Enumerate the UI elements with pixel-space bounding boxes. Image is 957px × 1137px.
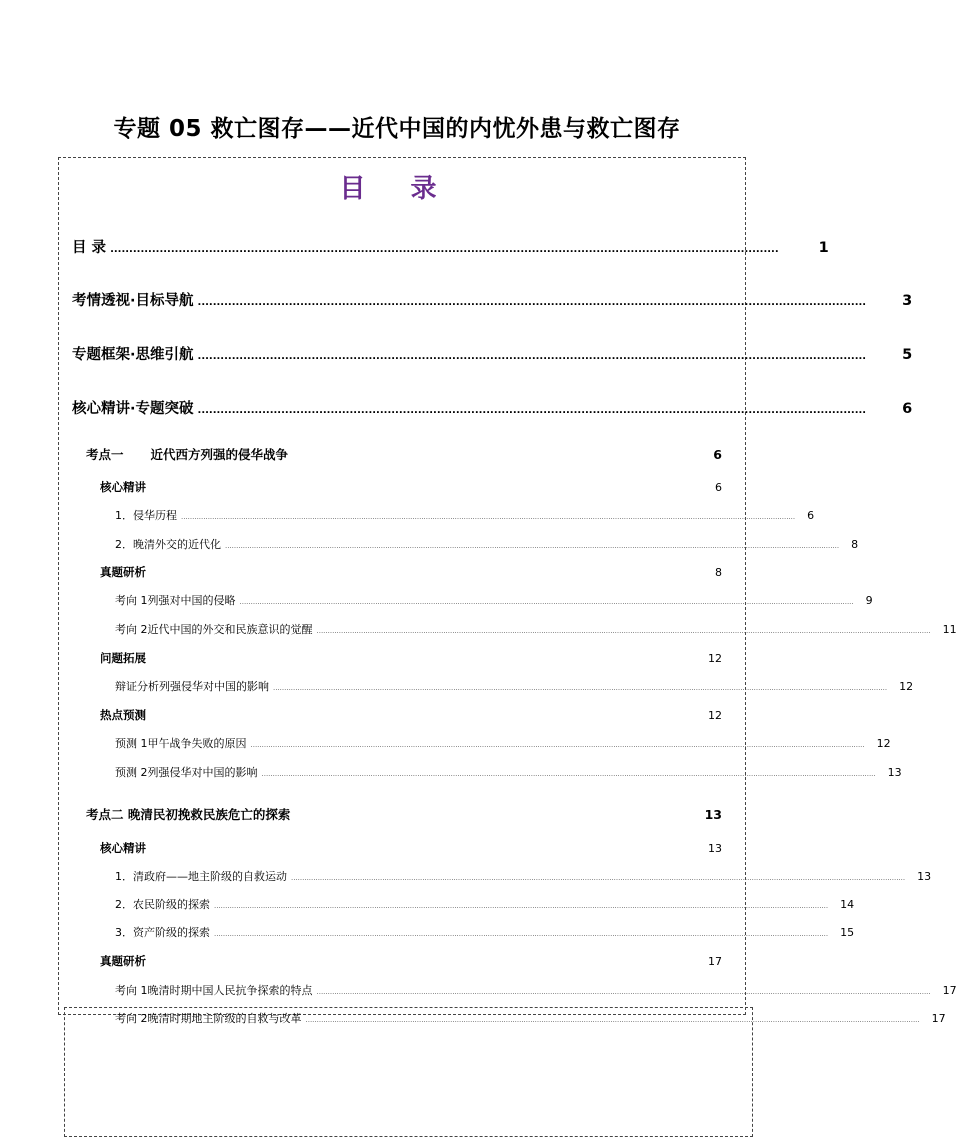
toc-entry-label: 清政府——地主阶级的自救运动 xyxy=(133,870,287,883)
toc-entry-label: 侵华历程 xyxy=(133,509,177,522)
toc-leader: .................................................................................................................................................................................................................................................................................... xyxy=(273,684,888,692)
toc-entry-kp1-yuce-1[interactable] xyxy=(115,735,891,751)
toc-entry-label: 晚清外交的近代化 xyxy=(133,538,221,551)
toc-entry-kp1-hexin[interactable] xyxy=(100,479,722,495)
toc-entry-label: 真题研析 xyxy=(100,565,146,579)
toc-page-number: 11 xyxy=(942,623,957,636)
toc-heading: 目 录 xyxy=(339,174,455,204)
toc-entry-kp2-zhenti[interactable] xyxy=(100,953,722,969)
toc-entry-label: 热点预测 xyxy=(100,708,146,722)
toc-leader: ................................................................................................................................................................................ xyxy=(110,244,779,255)
toc-entry-label: 真题研析 xyxy=(100,954,146,968)
toc-entry-label: 考点二 晚清民初挽救民族危亡的探索 xyxy=(86,807,291,822)
toc-page-number: 17 xyxy=(931,1012,946,1025)
toc-entry-label: 资产阶级的探索 xyxy=(133,926,210,939)
toc-entry-kuangjia[interactable] xyxy=(72,343,913,364)
toc-page-number: 5 xyxy=(902,347,913,363)
toc-entry-number: 考向 1 xyxy=(115,594,148,607)
toc-entry-label: 专题框架·思维引航 xyxy=(72,347,194,363)
toc-entry-title: 近代西方列强的侵华战争 xyxy=(150,447,289,462)
document-title: 专题 05 救亡图存——近代中国的内忧外患与救亡图存 xyxy=(113,116,681,142)
toc-entry-number: 预测 2 xyxy=(115,766,148,779)
toc-page-number: 12 xyxy=(876,737,891,750)
toc-page-number: 14 xyxy=(840,898,855,911)
next-page-frame xyxy=(64,1007,753,1137)
toc-page-number: 12 xyxy=(708,709,722,722)
toc-entry-label: 目 录 xyxy=(72,240,107,256)
toc-entry-kaodian-2[interactable] xyxy=(86,805,722,823)
toc-page-number: 3 xyxy=(902,293,913,309)
toc-entry-kp1-hexin-1[interactable] xyxy=(115,507,815,523)
toc-entry-kp2-hexin-1[interactable] xyxy=(115,868,932,884)
toc-entry-kp2-hexin-3[interactable] xyxy=(115,924,855,940)
toc-leader: .................................................................................................................................................................................................................................................................................... xyxy=(316,627,931,635)
toc-entry-number: 1． xyxy=(115,509,133,522)
toc-page-number: 13 xyxy=(708,842,722,855)
toc-page-number: 15 xyxy=(840,926,855,939)
toc-page-number: 13 xyxy=(917,870,932,883)
toc-entry-kp1-hexin-2[interactable] xyxy=(115,536,859,552)
toc-entry-label: 考情透视·目标导航 xyxy=(72,293,194,309)
toc-leader: .................................................................................................................................................................................................................................................................................... xyxy=(181,513,796,521)
toc-page-number: 6 xyxy=(902,401,913,417)
toc-page-number: 9 xyxy=(865,594,873,607)
toc-entry-label: 辩证分析列强侵华对中国的影响 xyxy=(115,680,269,693)
toc-leader: .................................................................................................................................................................................................................................................................................... xyxy=(261,770,876,778)
toc-entry-label: 近代中国的外交和民族意识的觉醒 xyxy=(147,623,313,636)
toc-leader: .................................................................................................................................................................................................................................................................................... xyxy=(239,598,854,606)
toc-leader: ................................................................................................................................................................................ xyxy=(197,297,867,308)
toc-entry-kp1-tuozhan-1[interactable] xyxy=(115,678,914,694)
toc-entry-label: 问题拓展 xyxy=(100,651,146,665)
toc-leader: ................................................................................................................................................................................ xyxy=(197,405,867,416)
toc-page-number: 6 xyxy=(713,447,722,462)
toc-entry-jingjiang[interactable] xyxy=(72,397,913,418)
toc-entry-label: 核心精讲·专题突破 xyxy=(72,401,194,417)
toc-entry-kp1-yuce[interactable] xyxy=(100,707,722,723)
toc-entry-kp1-tuozhan[interactable] xyxy=(100,650,722,666)
toc-leader: .................................................................................................................................................................................................................................................................................... xyxy=(316,988,931,996)
toc-entry-label: 列强对中国的侵略 xyxy=(147,594,236,607)
toc-entry-label: 农民阶级的探索 xyxy=(133,898,210,911)
toc-entry-mulu[interactable] xyxy=(72,236,829,257)
toc-page-number: 12 xyxy=(899,680,914,693)
toc-leader: .................................................................................................................................................................................................................................................................................... xyxy=(214,902,829,910)
toc-entry-label: 晚清时期中国人民抗争探索的特点 xyxy=(147,984,313,997)
toc-entry-label: 核心精讲 xyxy=(100,480,146,494)
toc-entry-number: 3． xyxy=(115,926,133,939)
toc-entry-kp1-zhenti-1[interactable] xyxy=(115,592,873,608)
toc-leader: .................................................................................................................................................................................................................................................................................... xyxy=(291,874,906,882)
toc-leader: .................................................................................................................................................................................................................................................................................... xyxy=(225,542,840,550)
toc-page-number: 17 xyxy=(942,984,957,997)
toc-entry-kp2-zhenti-2[interactable] xyxy=(115,1010,946,1026)
toc-entry-label: 列强侵华对中国的影响 xyxy=(147,766,258,779)
toc-entry-number: 1． xyxy=(115,870,133,883)
toc-leader: .................................................................................................................................................................................................................................................................................... xyxy=(305,1016,920,1024)
toc-entry-kp2-hexin[interactable] xyxy=(100,840,722,856)
toc-entry-number: 考向 1 xyxy=(115,984,148,997)
toc-page-number: 1 xyxy=(818,240,829,256)
toc-page-number: 8 xyxy=(851,538,859,551)
toc-entry-number: 预测 1 xyxy=(115,737,148,750)
toc-page-number: 17 xyxy=(708,955,722,968)
toc-entry-label: 考点一 xyxy=(86,447,124,462)
toc-page-number: 13 xyxy=(887,766,902,779)
toc-entry-kaodian-1[interactable] xyxy=(86,445,722,463)
toc-page-number: 6 xyxy=(715,481,722,494)
toc-entry-number: 2． xyxy=(115,898,133,911)
toc-entry-kp2-hexin-2[interactable] xyxy=(115,896,855,912)
toc-entry-label: 晚清时期地主阶级的自救与改革 xyxy=(147,1012,302,1025)
toc-page-number: 13 xyxy=(704,807,722,822)
toc-entry-label: 甲午战争失败的原因 xyxy=(147,737,247,750)
toc-leader: .................................................................................................................................................................................................................................................................................... xyxy=(250,741,865,749)
toc-page-number: 6 xyxy=(807,509,815,522)
toc-leader: .................................................................................................................................................................................................................................................................................... xyxy=(214,930,829,938)
toc-entry-number: 考向 2 xyxy=(115,623,148,636)
toc-entry-kp1-zhenti[interactable] xyxy=(100,564,722,580)
toc-entry-kp1-zhenti-2[interactable] xyxy=(115,621,957,637)
toc-page-number: 8 xyxy=(715,566,722,579)
toc-frame xyxy=(58,157,746,1015)
toc-entry-kaoqing[interactable] xyxy=(72,289,913,310)
toc-entry-number: 2． xyxy=(115,538,133,551)
toc-page-number: 12 xyxy=(708,652,722,665)
toc-entry-number: 考向 2 xyxy=(115,1012,148,1025)
toc-entry-label: 核心精讲 xyxy=(100,841,146,855)
toc-leader: ................................................................................................................................................................................ xyxy=(197,351,867,362)
toc-entry-kp1-yuce-2[interactable] xyxy=(115,764,902,780)
toc-entry-kp2-zhenti-1[interactable] xyxy=(115,982,957,998)
